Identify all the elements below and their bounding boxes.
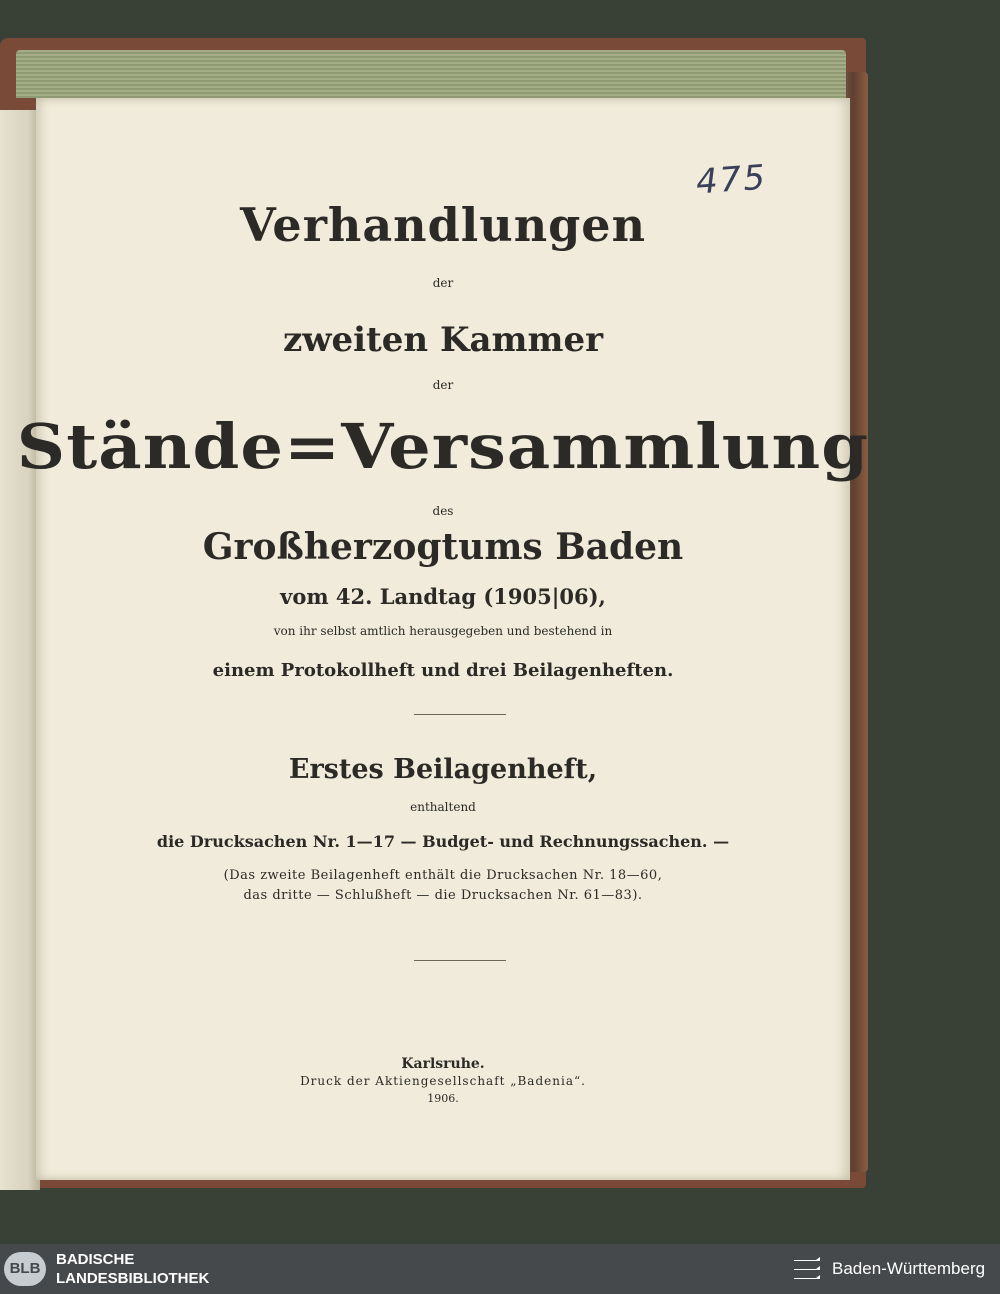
contents-line: einem Protokollheft und drei Beilagenheften. — [212, 660, 674, 681]
connector-der-2: der — [432, 378, 454, 392]
divider-2 — [414, 960, 506, 961]
library-name-line-2: LANDESBIBLIOTHEK — [56, 1270, 210, 1287]
divider-1 — [414, 714, 506, 715]
documents-line: die Drucksachen Nr. 1—17 — Budget- und Rechnungssachen. — — [156, 832, 730, 851]
title-line: Verhandlungen — [239, 198, 647, 252]
partner-name: Baden-Württemberg — [832, 1259, 986, 1278]
footer-bar — [0, 1244, 1000, 1294]
state-title: Großherzogtums Baden — [202, 526, 684, 568]
page-edges — [16, 50, 846, 98]
note-line-1: (Das zweite Beilagenheft enthält die Drucksachen Nr. 18—60, — [223, 868, 663, 883]
imprint-printer: Druck der Aktiengesellschaft „Badenia“. — [300, 1074, 586, 1088]
containing-line: enthaltend — [410, 800, 476, 814]
session-line: vom 42. Landtag (1905|06), — [280, 584, 606, 609]
library-name-line-1: BADISCHE — [56, 1251, 135, 1268]
publisher-note: von ihr selbst amtlich herausgegeben und bestehend in — [273, 624, 613, 638]
volume-title: Erstes Beilagenheft, — [288, 754, 598, 785]
assembly-title: Stände=Versammlung — [16, 410, 870, 483]
imprint-year: 1906. — [427, 1092, 459, 1105]
left-page-edge — [0, 110, 40, 1190]
connector-der-1: der — [432, 276, 454, 290]
imprint-place: Karlsruhe. — [401, 1056, 485, 1072]
connector-des: des — [432, 504, 454, 518]
note-line-2: das dritte — Schlußheft — die Drucksachen Nr. 61—83). — [243, 888, 643, 903]
chamber-title: zweiten Kammer — [282, 320, 604, 360]
lions-crest-icon[interactable] — [790, 1252, 824, 1286]
title-page — [16, 98, 870, 1180]
inventory-note: 475 — [694, 157, 769, 203]
blb-logo[interactable]: BLB — [4, 1252, 46, 1286]
